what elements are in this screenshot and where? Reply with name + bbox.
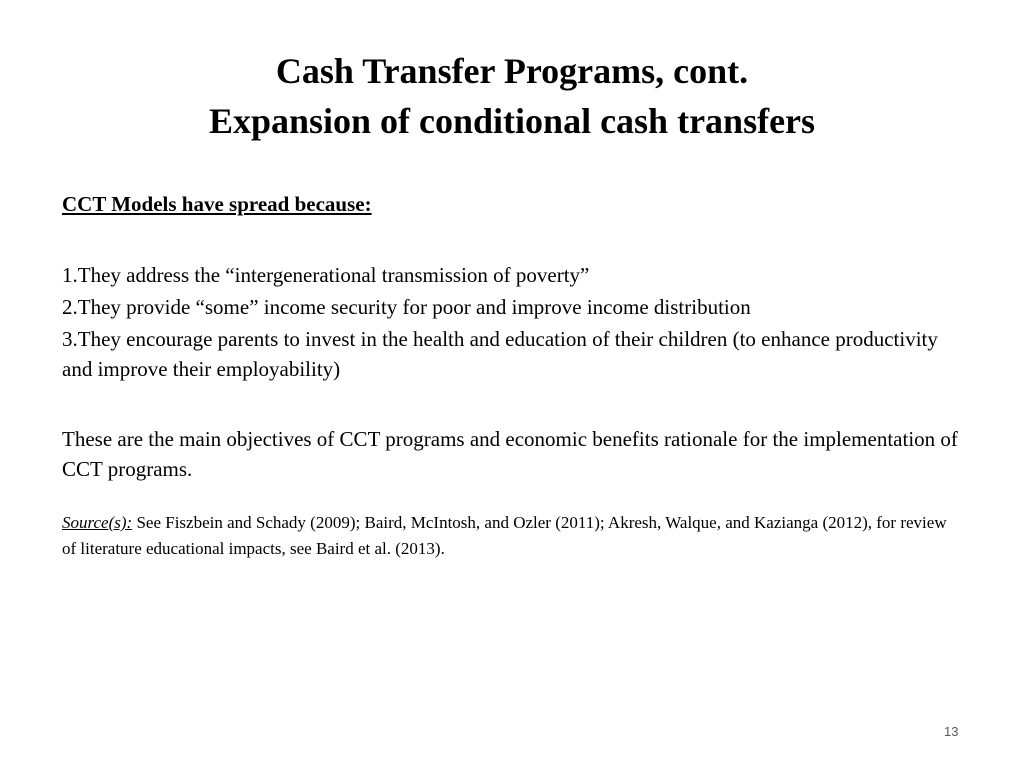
title-line-2: Expansion of conditional cash transfers	[208, 101, 816, 141]
slide-title	[0, 46, 1024, 146]
summary-paragraph: These are the main objectives of CCT programs and economic benefits rationale for the implementation of CCT programs.	[62, 427, 958, 481]
source-label: Source(s):	[62, 513, 133, 532]
section-heading: CCT Models have spread because:	[62, 192, 372, 216]
page-number: 13	[944, 724, 959, 739]
title-line-1: Cash Transfer Programs, cont.	[275, 51, 749, 91]
source-text: See Fiszbein and Schady (2009); Baird, McIntosh, and Ozler (2011); Akresh, Walque, and Kazianga (2012), for review of literature educational impacts, see Baird et al. (2013).	[62, 513, 947, 558]
source-citation	[62, 510, 962, 562]
list-item: 3.They encourage parents to invest in the health and education of their children (to enhance productivity and improve their employability)	[62, 327, 938, 381]
slide-body	[62, 190, 962, 562]
list-item: 1.They address the “intergenerational transmission of poverty”	[62, 263, 590, 287]
list-item: 2.They provide “some” income security for poor and improve income distribution	[62, 295, 751, 319]
